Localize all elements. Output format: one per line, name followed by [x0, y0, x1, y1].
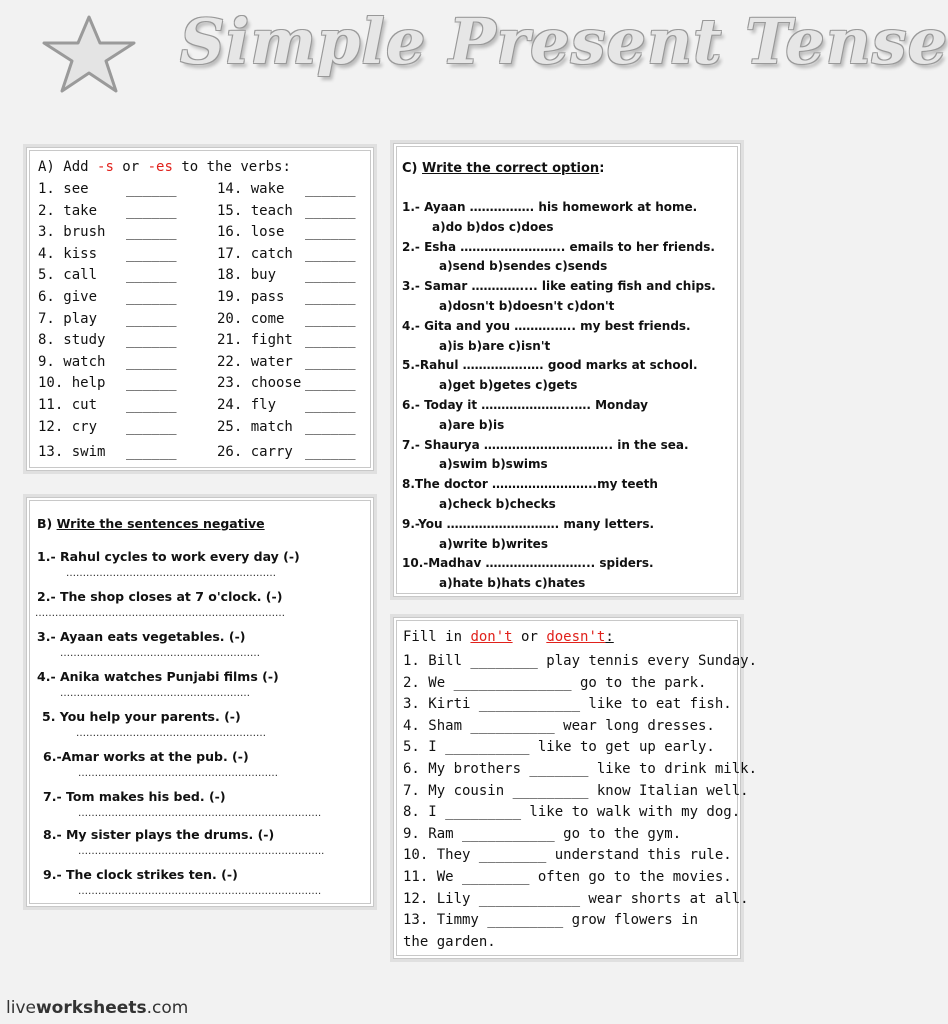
answer-line[interactable]: ………………………………………………………………. — [78, 808, 322, 819]
section-b-heading: B) Write the sentences negative — [37, 516, 265, 531]
verb-label: 26. carry — [217, 443, 293, 460]
verb-row — [217, 443, 356, 466]
question-line: 3.- Samar ………….... like eating fish and chips. — [402, 279, 716, 294]
answer-blank[interactable]: ______ — [305, 181, 356, 197]
answer-blank[interactable]: ______ — [126, 332, 177, 349]
answer-blank[interactable]: ______ — [305, 267, 356, 284]
answer-blank[interactable]: ______ — [126, 245, 177, 262]
question-line: 4.- Gita and you ……….….. my best friends. — [402, 318, 691, 333]
verb-label: 24. fly — [217, 396, 277, 413]
verb-label: 6. give — [38, 288, 98, 305]
question-line: 10.-Madhav ……………………... spiders. — [402, 556, 654, 571]
verb-row — [38, 288, 177, 311]
negative-sentence: 3.- Ayaan eats vegetables. (-) — [37, 629, 246, 644]
verb-label: 8. study — [38, 332, 106, 349]
options-section — [393, 143, 741, 597]
answer-blank[interactable]: ______ — [305, 202, 356, 219]
answer-blank[interactable]: ______ — [126, 181, 177, 197]
fill-in-line: 11. We ________ often go to the movies. — [403, 869, 732, 885]
verb-label: 15. teach — [217, 202, 293, 219]
verb-label: 7. play — [38, 310, 98, 327]
negative-sentence: 8.- My sister plays the drums. (-) — [43, 827, 275, 842]
answer-blank[interactable]: ______ — [126, 443, 177, 460]
verb-label: 19. pass — [217, 288, 285, 305]
verb-row — [38, 267, 177, 289]
negative-sentence: 4.- Anika watches Punjabi films (-) — [37, 669, 279, 684]
answer-options[interactable]: a)write b)writes — [439, 536, 548, 551]
verb-row — [217, 202, 356, 225]
verb-label: 22. water — [217, 353, 293, 370]
fill-in-line: the garden. — [403, 933, 496, 950]
answer-line[interactable]: ………………………………………………… — [76, 728, 266, 739]
verb-row — [217, 375, 356, 397]
verbs-left-column — [38, 181, 177, 465]
answer-blank[interactable]: ______ — [126, 353, 177, 370]
answer-blank[interactable]: ______ — [305, 443, 356, 460]
verb-row — [38, 202, 177, 225]
verb-row — [38, 310, 177, 333]
fill-in-line: 5. I __________ like to get up early. — [403, 739, 715, 756]
verb-row — [217, 288, 356, 311]
verb-row — [38, 375, 177, 397]
answer-blank[interactable]: ______ — [305, 375, 356, 392]
fill-in-line: 6. My brothers _______ like to drink milk. — [403, 761, 758, 777]
question-line: 1.- Ayaan ……………. his homework at home. — [402, 200, 698, 214]
answer-options[interactable]: a)are b)is — [439, 417, 505, 432]
negative-sentence: 7.- Tom makes his bed. (-) — [43, 789, 226, 804]
answer-blank[interactable]: ______ — [126, 310, 177, 327]
fill-in-line: 12. Lily ____________ wear shorts at all. — [403, 890, 749, 907]
section-d-heading: Fill in don't or doesn't: — [403, 629, 614, 645]
answer-line[interactable]: ………………………………………………………………… — [35, 608, 285, 619]
fill-in-line: 1. Bill ________ play tennis every Sunday. — [403, 653, 758, 669]
negative-section — [26, 497, 374, 907]
negative-sentence: 5. You help your parents. (-) — [42, 709, 241, 724]
answer-blank[interactable]: ______ — [305, 418, 356, 435]
question-line: 5.-Rahul …………….…. good marks at school. — [402, 358, 698, 373]
page-title: Simple Present Tense — [180, 5, 948, 78]
verb-row — [217, 353, 356, 376]
verb-label: 23. choose — [217, 375, 302, 392]
verb-row — [217, 396, 356, 419]
question-line: 9.-You ………………………. many letters. — [402, 516, 655, 531]
negative-sentence: 6.-Amar works at the pub. (-) — [43, 749, 249, 764]
answer-blank[interactable]: ______ — [305, 245, 356, 262]
verb-label: 14. wake — [217, 181, 285, 197]
verb-row — [217, 245, 356, 268]
verbs-right-column — [217, 181, 356, 465]
star-icon — [34, 11, 144, 97]
verb-label: 17. catch — [217, 245, 293, 262]
verb-row — [217, 224, 356, 246]
verb-label: 2. take — [38, 202, 98, 219]
answer-blank[interactable]: ______ — [126, 202, 177, 219]
answer-blank[interactable]: ______ — [126, 396, 177, 413]
answer-blank[interactable]: ______ — [126, 375, 177, 392]
verb-row — [38, 181, 177, 203]
answer-options[interactable]: a)send b)sendes c)sends — [439, 259, 608, 274]
verb-row — [38, 418, 177, 444]
answer-line[interactable]: ………………………………………………… — [60, 688, 250, 699]
fill-in-line: 9. Ram ___________ go to the gym. — [403, 825, 682, 842]
answer-blank[interactable]: ______ — [126, 267, 177, 284]
answer-blank[interactable]: ______ — [126, 418, 177, 435]
answer-blank[interactable]: ______ — [305, 288, 356, 305]
fill-in-line: 7. My cousin _________ know Italian well. — [403, 782, 749, 799]
answer-line[interactable]: ………………………………………………………………. — [78, 886, 322, 897]
verb-row — [217, 267, 356, 289]
verb-label: 5. call — [38, 267, 98, 284]
verb-row — [38, 353, 177, 376]
answer-blank[interactable]: ______ — [305, 224, 356, 241]
verb-row — [38, 332, 177, 354]
fill-in-line: 4. Sham __________ wear long dresses. — [403, 717, 715, 734]
verb-label: 9. watch — [38, 353, 106, 370]
section-c-heading: C) Write the correct option: — [402, 161, 605, 176]
answer-blank[interactable]: ______ — [126, 288, 177, 305]
fill-in-line: 13. Timmy _________ grow flowers in — [403, 912, 699, 929]
footer-logo[interactable]: liveworksheets.com — [6, 998, 189, 1018]
verb-row — [38, 224, 177, 246]
verb-label: 1. see — [38, 181, 89, 197]
verb-row — [38, 443, 177, 466]
answer-options[interactable]: a)get b)getes c)gets — [439, 378, 578, 393]
verb-label: 13. swim — [38, 443, 106, 460]
negative-sentence: 9.- The clock strikes ten. (-) — [43, 867, 238, 882]
verbs-section — [26, 147, 374, 471]
answer-line[interactable]: …………………………………………………… — [78, 768, 278, 779]
title-banner — [30, 5, 948, 115]
verb-label: 25. match — [217, 418, 293, 435]
verb-label: 3. brush — [38, 224, 106, 241]
fill-in-line: 10. They ________ understand this rule. — [403, 847, 732, 864]
negative-sentence: 1.- Rahul cycles to work every day (-) — [37, 549, 300, 564]
verb-row — [217, 332, 356, 354]
verb-label: 21. fight — [217, 332, 293, 349]
answer-options[interactable]: a)dosn't b)doesn't c)don't — [439, 299, 615, 313]
verb-label: 11. cut — [38, 396, 98, 413]
answer-blank[interactable]: ______ — [305, 310, 356, 327]
answer-options[interactable]: a)swim b)swims — [439, 457, 548, 472]
verb-label: 12. cry — [38, 418, 98, 435]
answer-options[interactable]: a)is b)are c)isn't — [439, 338, 551, 353]
fill-in-line: 2. We ______________ go to the park. — [403, 674, 707, 691]
verb-row — [217, 310, 356, 333]
fill-in-section — [393, 617, 758, 959]
answer-options[interactable]: a)hate b)hats c)hates — [439, 576, 586, 591]
question-line: 7.- Shaurya ………………………….. in the sea. — [402, 437, 689, 452]
fill-in-line: 3. Kirti ____________ like to eat fish. — [403, 696, 732, 713]
verb-row — [217, 181, 356, 203]
question-line: 6.- Today it …………………..…. Monday — [402, 398, 648, 412]
negative-sentence: 2.- The shop closes at 7 o'clock. (-) — [37, 589, 283, 604]
verb-row — [38, 245, 177, 268]
question-line: 2.- Esha …………………….. emails to her friends. — [402, 239, 715, 254]
fill-in-line: 8. I _________ like to walk with my dog. — [403, 804, 741, 821]
answer-line[interactable]: …………………………………………………… — [60, 648, 260, 659]
question-line: 8.The doctor ……………………..my teeth — [402, 477, 658, 492]
answer-line[interactable]: ……………………………………………………… — [66, 568, 276, 579]
answer-blank[interactable]: ______ — [305, 353, 356, 370]
answer-options[interactable]: a)do b)dos c)does — [432, 219, 554, 234]
verb-label: 10. help — [38, 375, 106, 392]
answer-line[interactable]: ……………………………………………………………….. — [78, 846, 325, 857]
answer-blank[interactable]: ______ — [305, 332, 356, 349]
section-a-heading: A) Add -s or -es to the verbs: — [38, 159, 291, 175]
verb-label: 4. kiss — [38, 245, 98, 262]
answer-options[interactable]: a)check b)checks — [439, 497, 556, 511]
answer-blank[interactable]: ______ — [305, 396, 356, 413]
verb-row — [38, 396, 177, 419]
verb-label: 18. buy — [217, 267, 277, 284]
verb-label: 16. lose — [217, 224, 285, 241]
answer-blank[interactable]: ______ — [126, 224, 177, 241]
verb-label: 20. come — [217, 310, 285, 327]
verb-row — [217, 418, 356, 444]
